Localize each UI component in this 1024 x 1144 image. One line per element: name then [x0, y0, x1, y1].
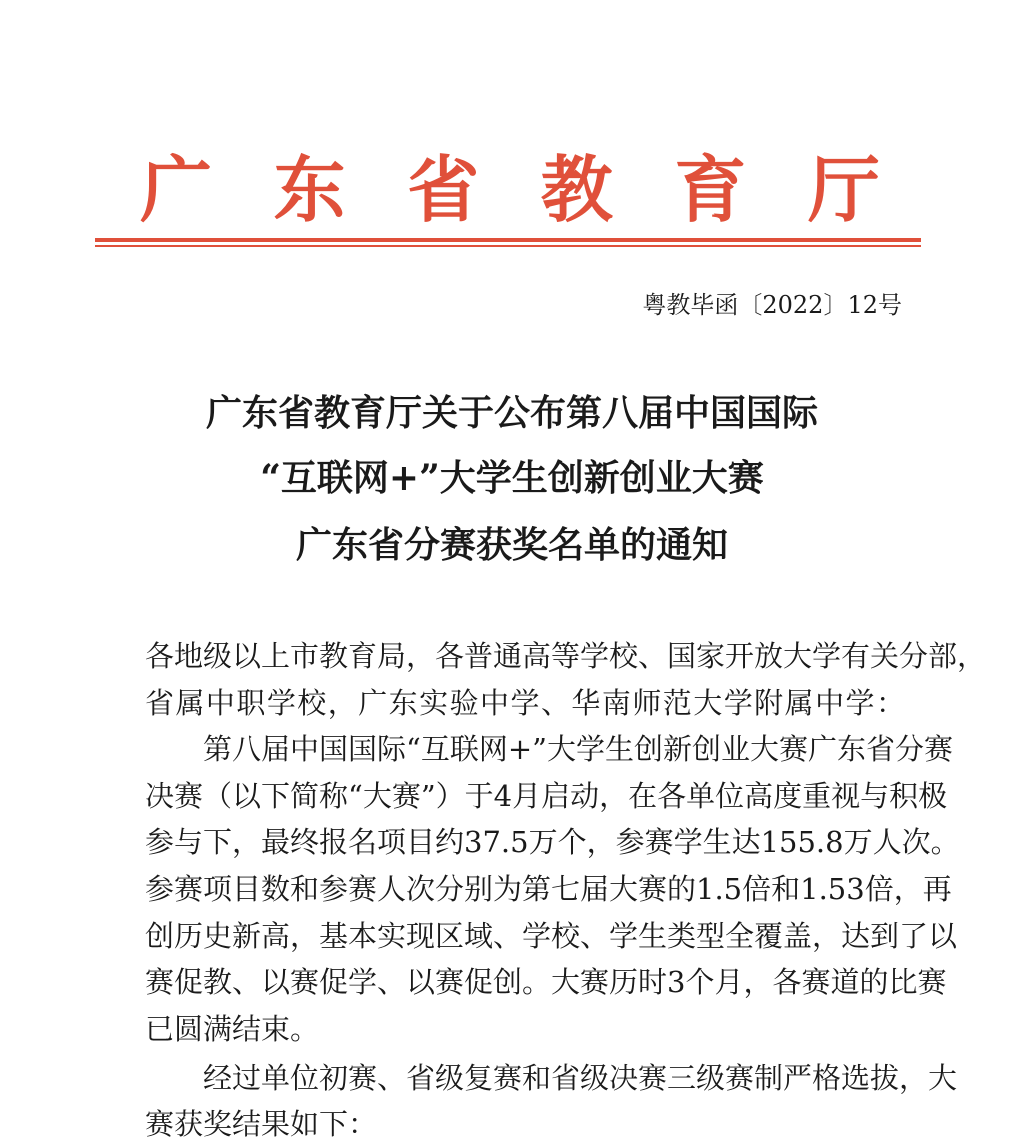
- body-line: 参赛项目数和参赛人次分别为第七届大赛的1.5倍和1.53倍，再: [145, 872, 952, 906]
- document-title-line: 广东省教育厅关于公布第八届中国国际: [205, 392, 818, 434]
- masthead-char: 省: [407, 147, 480, 232]
- masthead-char: 东: [273, 147, 346, 232]
- document-number: 粤教毕函〔2022〕12号: [642, 291, 902, 319]
- body-line: 参与下，最终报名项目约37.5万个，参赛学生达155.8万人次。: [145, 825, 960, 859]
- masthead-char: 广: [140, 147, 213, 232]
- body-line: 创历史新高，基本实现区域、学校、学生类型全覆盖，达到了以: [145, 919, 958, 953]
- body-line: 经过单位初赛、省级复赛和省级决赛三级赛制严格选拔，大: [203, 1061, 958, 1095]
- body-line: 决赛（以下简称“大赛”）于4月启动，在各单位高度重视与积极: [145, 779, 948, 813]
- body-line: 各地级以上市教育局，各普通高等学校、国家开放大学有关分部，: [145, 639, 987, 673]
- masthead-department-name: [140, 148, 880, 232]
- masthead-char: 厅: [807, 147, 880, 232]
- masthead-char: 育: [674, 147, 747, 232]
- document-title-line: 广东省分赛获奖名单的通知: [295, 524, 728, 566]
- body-line: 省属中职学校，广东实验中学、华南师范大学附属中学：: [145, 686, 905, 720]
- masthead-char: 教: [540, 147, 613, 232]
- masthead-red-rule-thin: [95, 245, 921, 247]
- body-line: 赛促教、以赛促学、以赛促创。大赛历时3个月，各赛道的比赛: [145, 965, 947, 999]
- body-line: 赛获奖结果如下：: [145, 1107, 378, 1141]
- body-line: 已圆满结束。: [145, 1012, 320, 1046]
- document-title-line: “互联网+”大学生创新创业大赛: [260, 457, 764, 499]
- body-line: 第八届中国国际“互联网+”大学生创新创业大赛广东省分赛: [203, 732, 953, 766]
- masthead-red-rule: [95, 238, 921, 242]
